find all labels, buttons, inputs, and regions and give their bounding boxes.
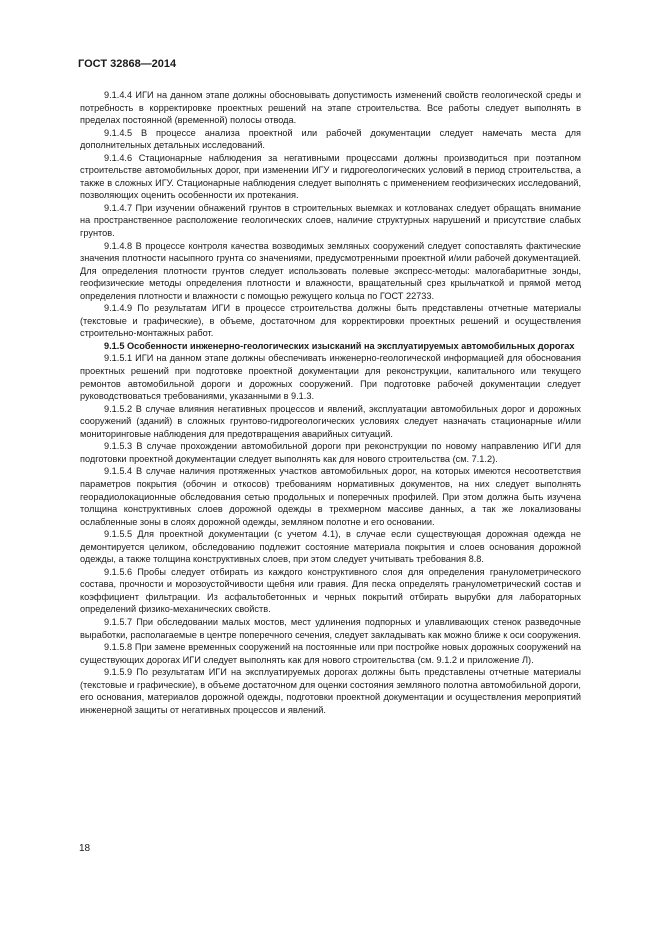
paragraph-9-1-4-8: 9.1.4.8 В процессе контроля качества возводимых земляных сооружений следует сопоставлять фактические значения плотности насыпного грунта со значениями, предусмотренными проектной и/или рабочей документацией. Для определения плотности грунтов следует использовать полевые экспресс-методы: малогабаритные зонды, геофизические методы определения плотности и влажности, вращательный срез крыльчаткой и прямой метод определения плотности и влажности с помощью режущего кольца по ГОСТ 22733. bbox=[80, 240, 581, 301]
paragraph-9-1-5-5: 9.1.5.5 Для проектной документации (с учетом 4.1), в случае если существующая дорожная одежда не демонтируется целиком, обследованию подлежит состояние материала покрытия и слоев основания дорожной одежды, а также толщина конструктивных слоев, при этом следует учитывать требования 8.8. bbox=[80, 529, 581, 565]
paragraph-9-1-5-8: 9.1.5.8 При замене временных сооружений на постоянные или при постройке новых дорожных сооружений на существующих дорогах ИГИ следует выполнять как для нового строительства (см. 9.1.2 и приложение Л). bbox=[80, 642, 581, 665]
document-header: ГОСТ 32868—2014 bbox=[78, 58, 177, 70]
paragraph-9-1-4-4: 9.1.4.4 ИГИ на данном этапе должны обосновывать допустимость изменений свойств геологической среды и потребность в корректировке проектных решений на этапе строительства. Все работы следует выполнять в пределах постоянной (временной) полосы отвода. bbox=[80, 90, 581, 126]
document-body bbox=[80, 89, 581, 716]
paragraph-9-1-4-6: 9.1.4.6 Стационарные наблюдения за негативными процессами должны производиться при поэтапном строительстве автомобильных дорог, при изменении ИГУ и гидрогеологических условий в период строительства, а также в сложных ИГУ. Стационарные наблюдения следует выполнять с применением геофизических исследований, позволяющих оценить особенности их протекания. bbox=[80, 152, 581, 201]
paragraph-9-1-4-5: 9.1.4.5 В процессе анализа проектной или рабочей документации следует намечать места для дополнительных детальных исследований. bbox=[80, 127, 581, 151]
paragraph-9-1-5-3: 9.1.5.3 В случае прохождении автомобильной дороги при реконструкции по новому направлению ИГИ для подготовки проектной документации следует выполнять как для нового строительства (см. 7.1.2). bbox=[80, 441, 581, 464]
paragraph-9-1-5-7: 9.1.5.7 При обследовании малых мостов, мест удлинения подпорных и улавливающих стенок разведочные выработки, располагаемые в центре поперечного сечения, следует закладывать как можно ближе к оси сооружения. bbox=[80, 616, 581, 640]
paragraph-9-1-4-7: 9.1.4.7 При изучении обнажений грунтов в строительных выемках и котлованах следует обращать внимание на пространственное расположение геологических слоев, наличие структурных нарушений и присутствие слабых грунтов. bbox=[80, 202, 581, 239]
paragraph-9-1-5-4: 9.1.5.4 В случае наличия протяженных участков автомобильных дорог, на которых имеются несоответствия параметров покрытия (обочин и откосов) требованиям нормативных документов, на них следует выполнять георадиолокационные обследования сетью продольных и поперечных профилей. При этом должна быть изучена толщина конструктивных слоев дорожной одежды в трехмерном массиве данных, а так же локализованы ослабленные зоны в слоях дорожной одежды, земляном полотне и его основании. bbox=[80, 466, 581, 527]
paragraph-9-1-5-2: 9.1.5.2 В случае влияния негативных процессов и явлений, эксплуатации автомобильных дорог и дорожных сооружений (зданий) в сложных грунтово-гидрогеологических условиях следует назначать стационарные и/или мониторинговые наблюдения для предотвращения аварийных ситуаций. bbox=[80, 403, 581, 439]
paragraph-9-1-4-9: 9.1.4.9 По результатам ИГИ в процессе строительства должны быть представлены отчетные материалы (текстовые и графические), в объеме, достаточном для корректировки проектных решений и осуществления строительно-монтажных работ. bbox=[80, 303, 581, 339]
paragraph-9-1-5-9: 9.1.5.9 По результатам ИГИ на эксплуатируемых дорогах должны быть представлены отчетные материалы (текстовые и графические), в объеме достаточном для оценки состояния земляного полотна автомобильной дороги, его основания, материалов дорожной одежды, подготовки проектной документации и осуществления мероприятий инженерной защиты от негативных процессов и явлений. bbox=[80, 667, 581, 715]
paragraph-9-1-5-1: 9.1.5.1 ИГИ на данном этапе должны обеспечивать инженерно-геологической информацией для обоснования проектных решений при подготовке проектной документации для реконструкции, капитального или текущего ремонтов автомобильной дороги и дорожных сооружений. При подготовке рабочей документации следует руководствоваться требованиями, указанными в 9.1.3. bbox=[80, 353, 581, 402]
page-number: 18 bbox=[79, 843, 91, 854]
section-heading-9-1-5: 9.1.5 Особенности инженерно-геологических изысканий на эксплуатируемых автомобильных дорогах bbox=[104, 340, 575, 351]
paragraph-9-1-5-6: 9.1.5.6 Пробы следует отбирать из каждого конструктивного слоя для определения гранулометрического состава, прочности и морозоустойчивости щебня или гравия. Для песка определять гранулометрический состав и коэффициент фильтрации. Из асфальтобетонных и черных покрытий отбирать вырубки для лабораторных определений физико-механических свойств. bbox=[80, 566, 581, 615]
